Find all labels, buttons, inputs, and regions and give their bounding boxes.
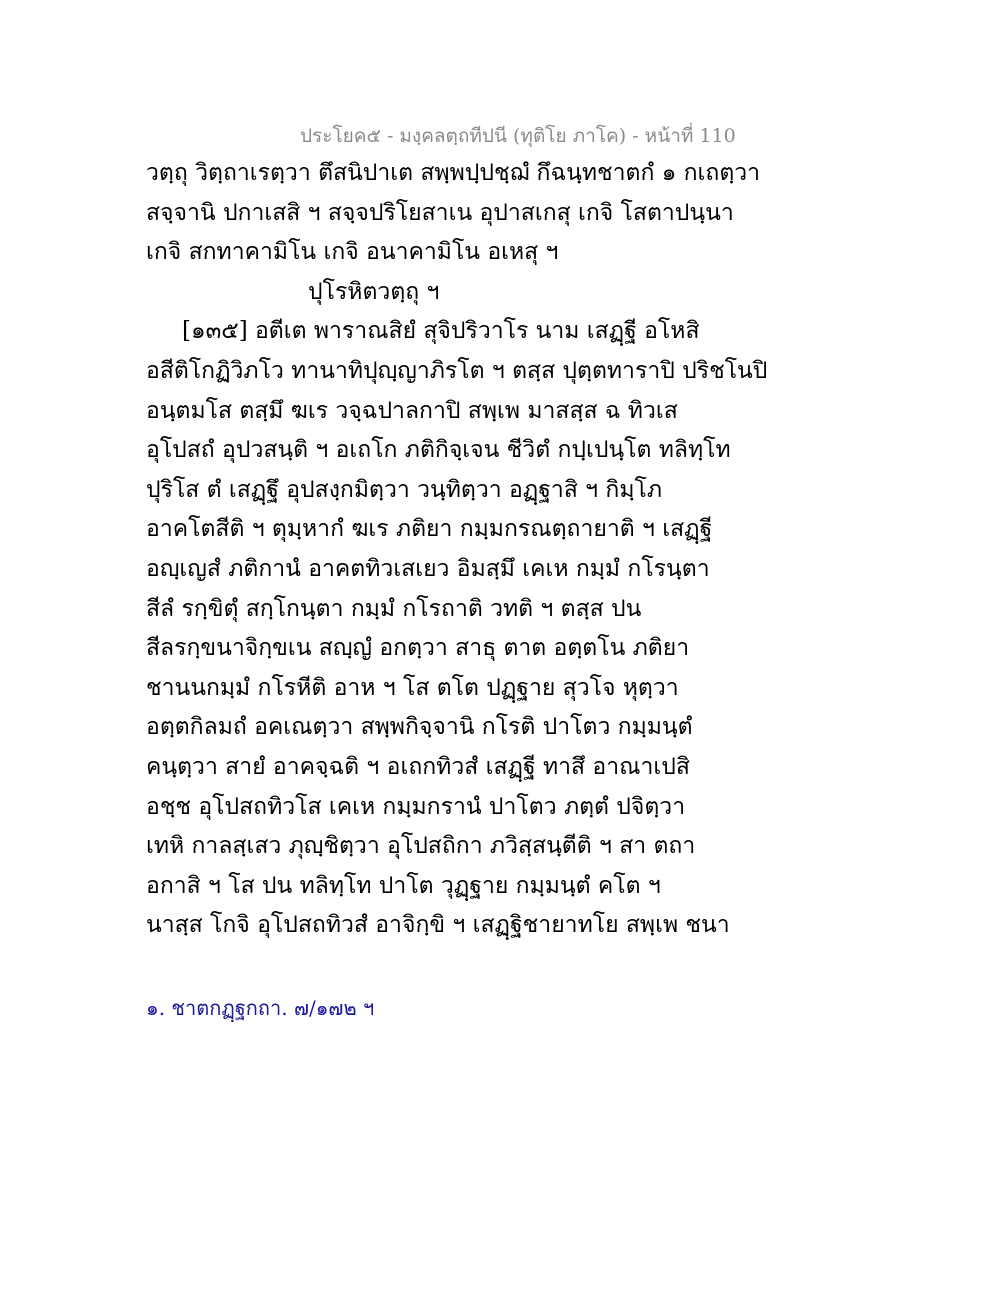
section-heading: ปุโรหิตวตฺถุ ฯ xyxy=(308,278,440,305)
text-line: อชฺช อุโปสถทิวโส เคเห กมฺมกรานํ ปาโตว ภตฺตํ ปจิตฺวา xyxy=(146,793,686,820)
text-line: อกาสิ ฯ โส ปน ทลิทฺโท ปาโต วุฏฺฐาย กมฺมนฺตํ คโต ฯ xyxy=(146,872,661,899)
text-line: อาคโตสีติ ฯ ตุมฺหากํ ฆเร ภติยา กมฺมกรณตฺถายาติ ฯ เสฏฺฐี xyxy=(146,516,713,543)
footnote: ๑. ชาตกฏฺฐกถา. ๗/๑๗๒ ฯ xyxy=(146,996,375,1020)
text-line: ปุริโส ตํ เสฏฺฐึ อุปสงฺกมิตฺวา วนฺทิตฺวา อฏฺฐาสิ ฯ กิมฺโภ xyxy=(146,476,663,503)
text-line: อสีติโกฏิวิภโว ทานาทิปุญฺญาภิรโต ฯ ตสฺส ปุตฺตทาราปิ ปริชโนปิ xyxy=(146,357,768,384)
text-line: นาสฺส โกจิ อุโปสถทิวสํ อาจิกฺขิ ฯ เสฏฺฐิชายาทโย สพฺเพ ชนา xyxy=(146,912,730,939)
text-line: อญฺเญสํ ภติกานํ อาคตทิวเสเยว อิมสฺมึ เคเห กมฺมํ กโรนฺตา xyxy=(146,555,710,582)
text-line: [๑๓๕] อตีเต พาราณสิยํ สุจิปริวาโร นาม เสฏฺฐี อโหสิ xyxy=(182,318,700,345)
text-line: สีลํ รกฺขิตุํ สกฺโกนฺตา กมฺมํ กโรถาติ วทติ ฯ ตสฺส ปน xyxy=(146,595,642,622)
text-line: คนฺตฺวา สายํ อาคจฺฉติ ฯ อเถกทิวสํ เสฏฺฐี ทาสึ อาณาเปสิ xyxy=(146,753,690,780)
text-line: อตฺตกิลมถํ อคเณตฺวา สพฺพกิจฺจานิ กโรติ ปาโตว กมฺมนฺตํ xyxy=(146,714,693,741)
text-line: สจฺจานิ ปกาเสสิ ฯ สจฺจปริโยสาเน อุปาสเกสุ เกจิ โสตาปนฺนา xyxy=(146,199,734,226)
running-header: ประโยค๕ - มงฺคลตฺถทีปนี (ทุติโย ภาโค) - หน้าที่ 110 xyxy=(300,125,736,147)
text-line: วตฺถุ วิตฺถาเรตฺวา ตึสนิปาเต สพฺพปฺปชฺฌํ กึฉนฺทชาตกํ ๑ กเถตฺวา xyxy=(146,160,761,186)
text-line: ชานนกมฺมํ กโรหีติ อาห ฯ โส ตโต ปฏฺฐาย สุวโจ หุตฺวา xyxy=(146,674,679,701)
text-line: เกจิ สกทาคามิโน เกจิ อนาคามิโน อเหสุ ฯ xyxy=(146,239,559,266)
text-line: เทหิ กาลสฺเสว ภุญฺชิตฺวา อุโปสถิกา ภวิสฺสนฺตีติ ฯ สา ตถา xyxy=(146,833,696,860)
text-line: อุโปสถํ อุปวสนฺติ ฯ อเถโก ภติกิจฺเจน ชีวิตํ กปฺเปนฺโต ทลิทฺโท xyxy=(146,437,731,464)
text-line: สีลรกฺขนาจิกฺขเน สญฺญํ อกตฺวา สาธุ ตาต อตฺตโน ภติยา xyxy=(146,635,690,662)
body-text xyxy=(146,154,768,946)
text-line: อนฺตมโส ตสฺมึ ฆเร วจฺฉปาลกาปิ สพฺเพ มาสสฺส ฉ ทิวเส xyxy=(146,397,678,424)
